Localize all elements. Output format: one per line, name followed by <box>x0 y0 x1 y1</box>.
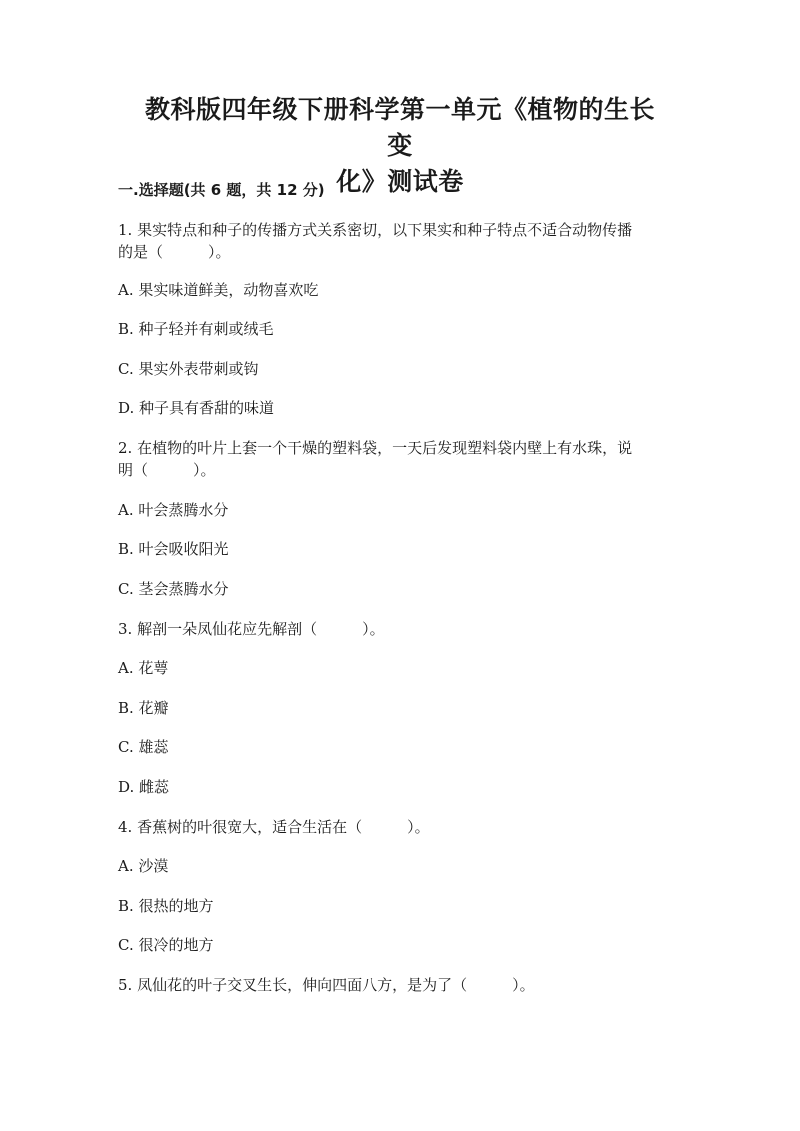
question-3-option-c: C. 雄蕊 <box>118 738 169 756</box>
question-4-option-b: B. 很热的地方 <box>118 897 214 915</box>
question-3-option-d: D. 雌蕊 <box>118 778 170 796</box>
question-4-option-c: C. 很冷的地方 <box>118 936 214 954</box>
question-2-stem-line-1: 2. 在植物的叶片上套一个干燥的塑料袋，一天后发现塑料袋内壁上有水珠，说 <box>118 439 633 457</box>
title-line-1: 教科版四年级下册科学第一单元《植物的生长变 <box>144 95 655 160</box>
question-3-option-a: A. 花萼 <box>118 659 169 677</box>
question-4-option-a: A. 沙漠 <box>118 857 169 875</box>
question-1-stem-line-2: 的是（ ）。 <box>118 243 231 261</box>
question-4-stem: 4. 香蕉树的叶很宽大，适合生活在（ ）。 <box>118 818 430 836</box>
question-3-option-b: B. 花瓣 <box>118 699 169 717</box>
question-1-option-b: B. 种子轻并有刺或绒毛 <box>118 320 274 338</box>
question-3-stem: 3. 解剖一朵凤仙花应先解剖（ ）。 <box>118 620 385 638</box>
title-line-2: 化》测试卷 <box>336 167 464 196</box>
question-2-option-a: A. 叶会蒸腾水分 <box>118 501 229 519</box>
question-2-option-b: B. 叶会吸收阳光 <box>118 540 229 558</box>
question-2-stem-line-2: 明（ ）。 <box>118 461 216 479</box>
question-1-stem-line-1: 1. 果实特点和种子的传播方式关系密切，以下果实和种子特点不适合动物传播 <box>118 221 633 239</box>
question-1-option-d: D. 种子具有香甜的味道 <box>118 399 275 417</box>
section-heading: 一.选择题(共 6 题，共 12 分) <box>118 181 325 199</box>
question-1-option-a: A. 果实味道鲜美，动物喜欢吃 <box>118 281 319 299</box>
question-5-stem: 5. 凤仙花的叶子交叉生长，伸向四面八方，是为了（ ）。 <box>118 976 535 994</box>
question-1-option-c: C. 果实外表带刺或钩 <box>118 360 259 378</box>
question-2-option-c: C. 茎会蒸腾水分 <box>118 580 229 598</box>
